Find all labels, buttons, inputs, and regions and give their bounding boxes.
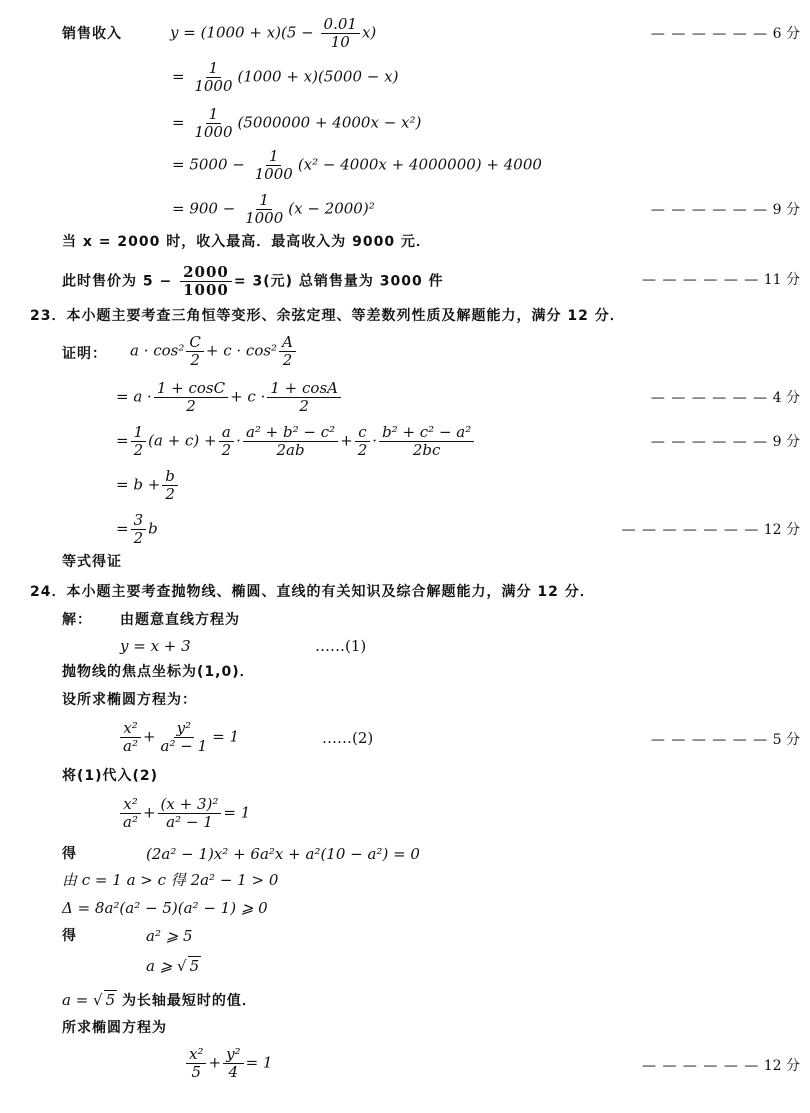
frac-den: 4 [228, 1063, 239, 1081]
proof-done: 等式得证 [62, 554, 122, 570]
focus-statement: 抛物线的焦点坐标为(1,0)． [62, 664, 255, 680]
dashes: — — — — — — — [621, 522, 760, 538]
expr: = [116, 519, 129, 538]
equation-tag-1: ……(1) [315, 637, 367, 655]
max-revenue-conclusion: 当 x = 2000 时，收入最高．最高收入为 9000 元． [62, 234, 431, 250]
score-marker-4 [651, 388, 800, 408]
expr-tail: (x² − 4000x + 4000000) + 4000 [297, 155, 542, 174]
final-label: 所求椭圆方程为 [62, 1020, 167, 1036]
proof-line1 [116, 380, 343, 415]
frac-den: 1000 [194, 123, 233, 141]
dashes: — — — — — — [650, 434, 769, 450]
expr-tail: (5000000 + 4000x − x²) [237, 113, 422, 132]
frac-num: c [355, 424, 369, 442]
radicand: 5 [105, 991, 116, 1009]
frac-den: a² − 1 [160, 737, 208, 755]
quadratic-equation: (2a² − 1)x² + 6a²x + a²(10 − a²) = 0 [146, 845, 420, 863]
frac-den: a² [123, 813, 138, 831]
revenue-eq-line1 [170, 16, 376, 51]
expr: y = (1000 + x)(5 − [170, 23, 319, 42]
expr-tail: = 1 [223, 803, 251, 822]
ellipse-equation [118, 720, 239, 755]
dashes: — — — — — — [650, 732, 769, 748]
frac-num: 2000 [180, 264, 232, 282]
score-value: 5 分 [772, 732, 800, 748]
expr: + c · [230, 387, 266, 406]
text-head: 此时售价为 5 − [62, 273, 179, 290]
expr-tail: = 1 [245, 1053, 273, 1072]
revenue-eq-line2: = $\frac{1}{1000}$ (1000 + x)(5000 − x) [172, 59, 399, 95]
solve-label: 解： [62, 612, 92, 628]
proof-line2 [116, 424, 476, 459]
dashes: — — — — — — [650, 390, 769, 406]
frac-num: a [219, 424, 234, 442]
frac-num: 3 [131, 512, 147, 530]
expr-tail: b [148, 519, 158, 538]
expr: a ⩾ √ [146, 957, 187, 975]
score-value: 4 分 [772, 390, 800, 406]
q23-header: 23．本小题主要考查三角恒等变形、余弦定理、等差数列性质及解题能力，满分 12 分． [30, 308, 625, 324]
frac-den: 2 [186, 397, 196, 415]
expr: + c · cos² [205, 341, 278, 360]
de-label-1: 得 [62, 846, 77, 862]
frac-den: 2 [165, 485, 175, 503]
proof-line0 [130, 334, 298, 369]
substituted-equation [118, 796, 250, 831]
frac-den: 2 [282, 351, 293, 369]
frac-den: 2 [221, 441, 232, 459]
frac-den: 2 [133, 529, 144, 547]
expr: = [116, 431, 129, 450]
equation-tag-2: ……(2) [322, 729, 374, 747]
minimum-statement [62, 990, 257, 1011]
plus: + [142, 727, 156, 746]
expr-tail: = 1 [212, 727, 240, 746]
expr: = a · [116, 387, 152, 406]
expr-tail: x) [361, 23, 377, 42]
frac-num: 1 [206, 106, 222, 124]
frac-den: 1000 [194, 77, 233, 95]
frac-den: 2 [357, 441, 368, 459]
revenue-eq-line4 [172, 148, 542, 183]
frac-num: a² + b² − c² [243, 424, 338, 442]
expr: (a + c) + [148, 431, 217, 450]
condition-line: 由 c = 1 a > c 得 2a² − 1 > 0 [62, 871, 279, 889]
price-conclusion [62, 264, 444, 299]
frac-den: 1000 [245, 209, 284, 227]
expr-head: = 900 − [172, 199, 241, 218]
frac-num: y² [174, 720, 195, 738]
frac-den: a² [123, 737, 138, 755]
expr: a = √ [62, 991, 103, 1009]
frac-num: y² [223, 1046, 244, 1064]
frac-num: b [162, 468, 178, 486]
frac-den: 2bc [412, 441, 441, 459]
plus: + [208, 1053, 222, 1072]
final-ellipse-equation [184, 1046, 272, 1081]
score-marker-6 [651, 24, 800, 44]
dashes: — — — — — — [650, 26, 769, 42]
proof-label: 证明： [62, 346, 107, 362]
frac-num: 1 + cosA [267, 380, 341, 398]
frac-den: a² − 1 [166, 813, 213, 831]
q24-header: 24．本小题主要考查抛物线、椭圆、直线的有关知识及综合解题能力，满分 12 分． [30, 584, 595, 600]
score-marker-12 [622, 520, 800, 540]
score-marker-9b [651, 432, 800, 452]
inequality-1: a² ⩾ 5 [146, 927, 193, 945]
plus: + [142, 803, 156, 822]
frac-num: x² [186, 1046, 206, 1064]
text-tail: = 3(元) 总销售量为 3000 件 [233, 273, 444, 290]
frac-num: 1 [266, 148, 282, 166]
frac-den: 5 [191, 1063, 202, 1081]
frac-num: 0.01 [321, 16, 360, 34]
line-equation: y = x + 3 [120, 637, 191, 655]
frac-den: 10 [330, 33, 350, 51]
dot: · [236, 431, 241, 450]
score-marker-11 [642, 270, 800, 290]
score-value: 12 分 [763, 522, 800, 538]
expr-tail: (1000 + x)(5000 − x) [237, 67, 399, 86]
assume-statement: 设所求椭圆方程为： [62, 692, 197, 708]
expr-head: = 5000 − [172, 155, 250, 174]
frac-num: 1 [256, 192, 272, 210]
frac-num: x² [120, 720, 140, 738]
frac-num: (x + 3)² [158, 796, 222, 814]
frac-den: 2 [299, 397, 309, 415]
de-label-2: 得 [62, 928, 77, 944]
score-marker-12b [642, 1056, 800, 1076]
expr-tail: (x − 2000)² [288, 199, 375, 218]
inequality-2 [146, 956, 201, 976]
frac-num: 1 [206, 60, 222, 78]
score-value: 11 分 [763, 272, 800, 288]
score-value: 9 分 [772, 202, 800, 218]
frac-den: 2 [190, 351, 200, 369]
dashes: — — — — — — [650, 202, 769, 218]
score-marker-9 [651, 200, 800, 220]
revenue-eq-line5 [172, 192, 375, 227]
frac-den: 1000 [183, 281, 229, 299]
frac-num: 1 + cosC [154, 380, 228, 398]
dashes: — — — — — — [642, 272, 760, 288]
revenue-eq-line3: = $\frac{1}{1000}$ (5000000 + 4000x − x²) [172, 105, 422, 141]
revenue-label: 销售收入 [62, 26, 122, 42]
frac-num: C [186, 334, 203, 352]
frac-num: A [279, 334, 296, 352]
frac-den: 1000 [254, 165, 293, 183]
dot: · [372, 431, 378, 450]
text: 为长轴最短时的值． [121, 993, 257, 1009]
discriminant-line: Δ = 8a²(a² − 5)(a² − 1) ⩾ 0 [62, 899, 268, 917]
score-marker-5 [651, 730, 800, 750]
proof-line4 [116, 512, 158, 547]
frac-num: x² [120, 796, 140, 814]
plus: + [340, 431, 353, 450]
frac-den: 2ab [276, 441, 305, 459]
expr: = b + [116, 475, 161, 494]
frac-num: b² + c² − a² [379, 424, 474, 442]
radicand: 5 [189, 957, 200, 975]
score-value: 9 分 [772, 434, 800, 450]
frac-num: 1 [131, 424, 147, 442]
frac-den: 2 [133, 441, 144, 459]
expr: a · cos² [130, 341, 185, 360]
score-value: 12 分 [763, 1058, 800, 1074]
proof-line3 [116, 468, 180, 503]
score-value: 6 分 [772, 26, 800, 42]
dashes: — — — — — — [642, 1058, 760, 1074]
substitute-statement: 将(1)代入(2) [62, 768, 159, 784]
solve-text: 由题意直线方程为 [120, 612, 240, 628]
